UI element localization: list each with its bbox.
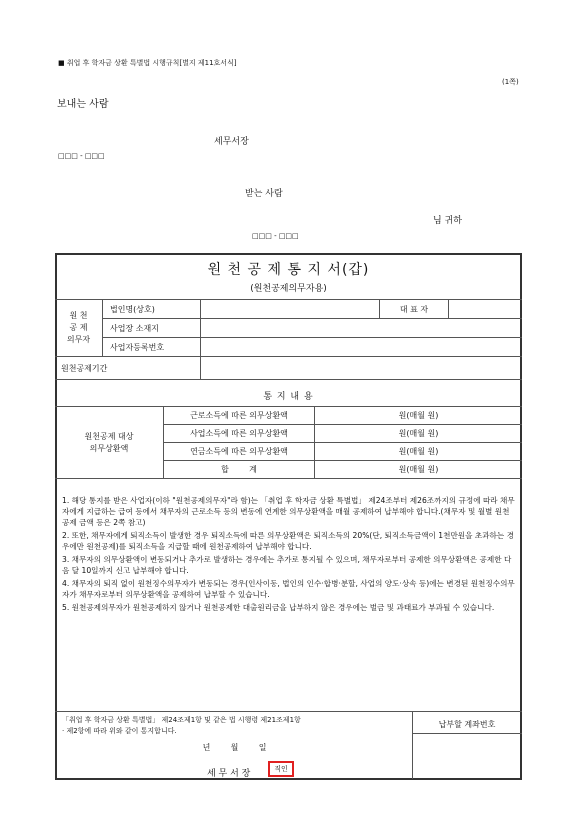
legal-text: · 제2항에 따라 위와 같이 통지합니다. — [62, 727, 177, 735]
date-line: 년 월 일 — [202, 743, 267, 752]
recipient-honorific: 님 귀하 — [433, 216, 462, 226]
notes-section — [62, 495, 516, 615]
representative-value[interactable] — [449, 300, 523, 319]
page-label: (1쪽) — [502, 78, 519, 86]
recipient-zip: □□□ - □□□ — [252, 232, 299, 240]
obligation-group-label: 원천공제 대상 의무상환액 — [55, 407, 164, 479]
row-value[interactable]: 원(매월 원) — [315, 425, 523, 443]
form-title: 원 천 공 제 통 지 서(갑) — [207, 262, 370, 278]
form-subtitle: (원천공제의무자용) — [250, 284, 327, 294]
note-item: 4. 채무자의 퇴직 없이 원천징수의무자가 변동되는 경우(인사이동, 법인의 인수·합병·분할, 사업의 양도·상속 등)에는 변경된 원천징수의무자가 채무자로부터 의무상환액을 공제하여 납부할 수 있습니다. — [62, 579, 515, 599]
note-item: 5. 원천공제의무자가 원천공제하지 않거나 원천공제한 대출원리금을 납부하지 않은 경우에는 벌금 및 과태료가 부과될 수 있습니다. — [62, 603, 495, 612]
name-value[interactable] — [201, 300, 380, 319]
notice-section-label: 통 지 내 용 — [263, 392, 314, 402]
official-seal: 직인 — [268, 761, 294, 777]
total-label: 합 계 — [164, 461, 315, 479]
period-value[interactable] — [201, 357, 523, 380]
account-value[interactable] — [413, 734, 521, 778]
obligor-group-label: 원 천 공 제 의무자 — [55, 300, 103, 357]
sender-zip: □□□ - □□□ — [58, 152, 105, 160]
office-name: 세무서장 — [214, 137, 249, 147]
sender-label: 보내는 사람 — [57, 99, 109, 110]
address-label: 사업장 소재지 — [103, 319, 201, 338]
note-item: 2. 또한, 채무자에게 퇴직소득이 발생한 경우 퇴직소득에 따른 의무상환액은 퇴직소득의 20%(단, 퇴직소득금액이 1천만원을 초과하는 경우에만 원천공제)를 퇴직소득을 지급할 때에 원천공제하여 납부해야 합니다. — [62, 531, 514, 551]
row-label: 연금소득에 따른 의무상환액 — [164, 443, 315, 461]
legal-text: 「취업 후 학자금 상환 특별법」 제24조제1항 및 같은 법 시행령 제21조제1항 — [62, 716, 301, 724]
row-value[interactable]: 원(매월 원) — [315, 407, 523, 425]
divider — [55, 711, 522, 712]
withholding-notice-form — [55, 253, 522, 780]
note-item: 3. 채무자의 의무상환액이 변동되거나 추가로 발생하는 경우에는 추가로 통지될 수 있으며, 채무자로부터 공제한 의무상환액은 공제한 다음 달 10일까지 신고 납부해야 합니다. — [62, 555, 512, 575]
row-value[interactable]: 원(매월 원) — [315, 443, 523, 461]
form-reference: ■ 취업 후 학자금 상환 특별법 시행규칙[별지 제11호서식] — [58, 59, 237, 67]
note-item: 1. 해당 통지를 받은 사업자(이하 "원천공제의무자"라 함)는 「취업 후 학자금 상환 특별법」 제24조부터 제26조까지의 규정에 따라 채무자에게 지급하는 급여 등에서 채무자의 근로소득 등의 변동에 연계한 의무상환액을 매월 공제하여 납부해야 합니다.(채무자 및 월별 원천공제 금액 등은 2쪽 참고) — [62, 496, 515, 527]
regno-value[interactable] — [201, 338, 523, 357]
representative-label: 대 표 자 — [380, 300, 449, 319]
row-label: 사업소득에 따른 의무상환액 — [164, 425, 315, 443]
total-value[interactable]: 원(매월 원) — [315, 461, 523, 479]
address-value[interactable] — [201, 319, 523, 338]
name-label: 법인명(상호) — [103, 300, 201, 319]
row-label: 근로소득에 따른 의무상환액 — [164, 407, 315, 425]
regno-label: 사업자등록번호 — [103, 338, 201, 357]
account-label: 납부할 계좌번호 — [438, 720, 496, 729]
period-label: 원천공제기간 — [55, 357, 201, 380]
obligor-table — [55, 299, 522, 380]
recipient-label: 받는 사람 — [245, 189, 283, 199]
obligation-table — [55, 406, 522, 479]
signer-label: 세 무 서 장 — [207, 769, 251, 779]
